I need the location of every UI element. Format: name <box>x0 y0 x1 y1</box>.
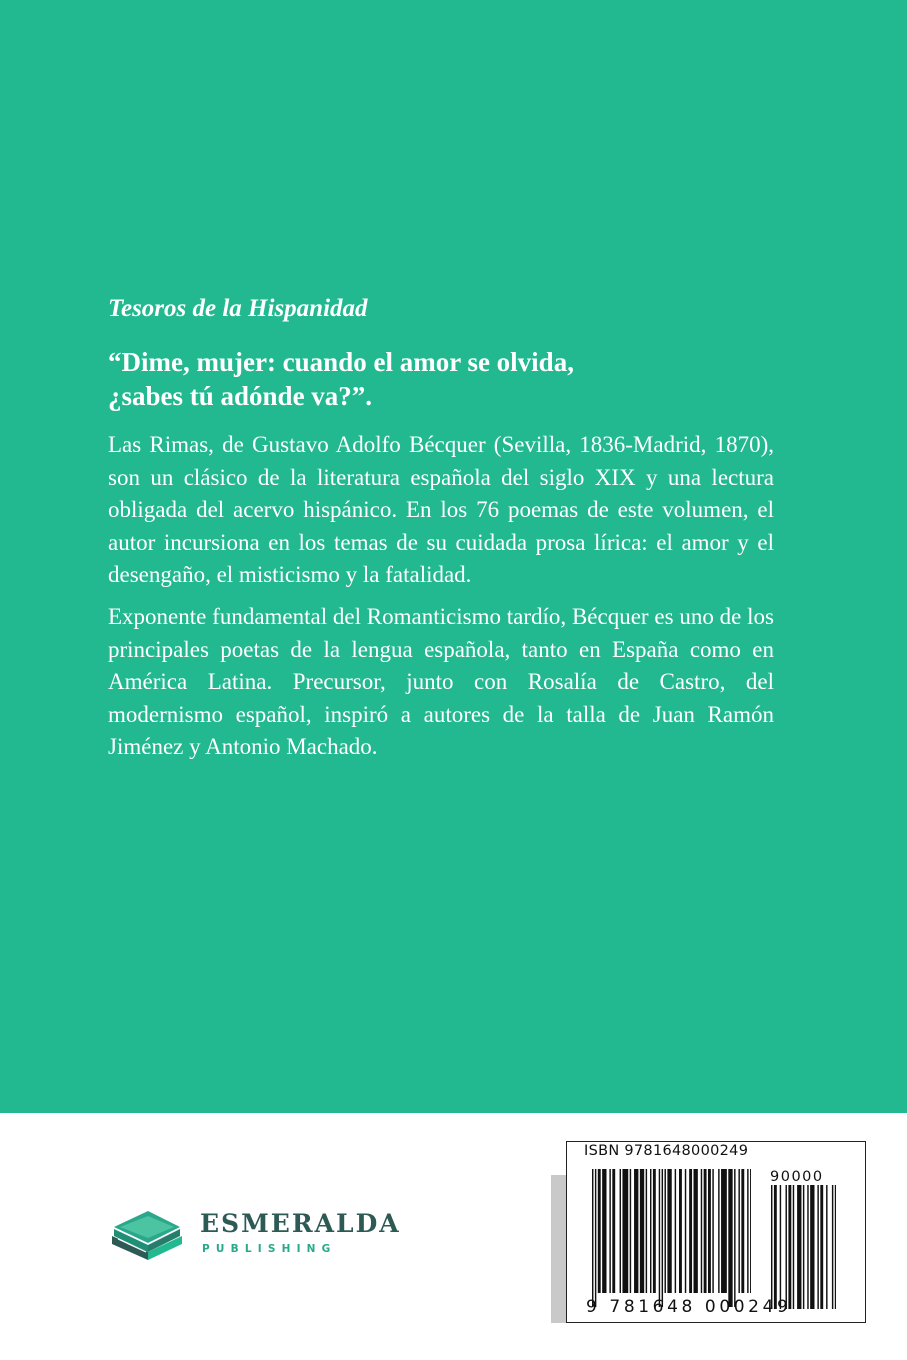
stacked-books-icon <box>108 1205 188 1265</box>
publisher-logo <box>108 1205 408 1275</box>
barcode-bar <box>598 1169 601 1293</box>
barcode-bar <box>694 1169 698 1293</box>
synopsis-paragraph: Las Rimas, de Gustavo Adolfo Bécquer (Sevilla, 1836-Madrid, 1870), son un clásico de la literatura española del siglo XIX y una lectura obligada del acervo hispánico. En los 76 poemas de este volumen, el autor incursiona en los temas de su cuidada prosa lírica: el amor y el desengaño, el misticismo y la fatalidad. <box>108 432 774 587</box>
barcode-bar <box>650 1169 651 1293</box>
author-paragraph: Exponente fundamental del Romanticismo tardío, Bécquer es uno de los principales poetas de la lengua española, tanto en España como en América Latina. Precursor, junto con Rosalía de Castro, del modernismo español, inspiró a autores de la talla de Juan Ramón Jiménez y Antonio Machado. <box>108 604 774 759</box>
barcode-digits: 9 781648 000249 <box>586 1297 792 1317</box>
barcode-bar <box>667 1169 671 1293</box>
barcode-bar <box>701 1169 702 1293</box>
barcode-bar <box>832 1185 833 1309</box>
barcode-shadow <box>551 1175 567 1323</box>
barcode-bar <box>786 1185 787 1309</box>
barcode-bar <box>634 1169 638 1293</box>
barcode-bar <box>750 1169 751 1293</box>
barcode-bar <box>835 1185 836 1309</box>
barcode-bar <box>679 1169 682 1293</box>
pull-quote <box>108 345 798 413</box>
barcode-bar <box>640 1169 644 1293</box>
barcode-bar <box>728 1169 732 1307</box>
barcode-bar <box>820 1185 823 1309</box>
barcode-bar <box>646 1169 647 1293</box>
publisher-subtitle: PUBLISHING <box>202 1243 337 1255</box>
barcode-bar <box>685 1169 686 1293</box>
barcode-bar <box>721 1169 727 1293</box>
barcode-bar <box>675 1169 676 1293</box>
pull-quote-line: ¿sabes tú adónde va?”. <box>108 381 373 411</box>
price-code: 90000 <box>770 1169 824 1185</box>
barcode-bar <box>689 1169 692 1293</box>
barcode-bar <box>708 1169 711 1293</box>
barcode-bar <box>718 1169 719 1293</box>
barcode-bar <box>602 1169 606 1293</box>
barcode-bar <box>609 1169 610 1293</box>
barcode-bar <box>793 1185 794 1309</box>
barcode-bar <box>665 1169 666 1293</box>
barcode-bar <box>738 1169 739 1293</box>
pull-quote-line: “Dime, mujer: cuando el amor se olvida, <box>108 347 574 377</box>
barcode-bar <box>788 1185 791 1309</box>
barcode-bar <box>771 1185 772 1309</box>
price-barcode <box>770 1185 836 1311</box>
isbn-text: ISBN 9781648000249 <box>584 1143 749 1159</box>
publisher-name: ESMERALDA <box>200 1209 401 1238</box>
barcode-bar <box>659 1169 660 1307</box>
barcode-bar <box>612 1169 615 1293</box>
barcode-bar <box>807 1185 808 1309</box>
barcode-bar <box>797 1185 801 1309</box>
barcode-bar <box>704 1169 707 1293</box>
isbn-barcode <box>591 1169 751 1311</box>
barcode-bar <box>780 1185 781 1309</box>
series-title: Tesoros de la Hispanidad <box>108 295 368 322</box>
barcode-bar <box>620 1169 621 1293</box>
barcode-bar <box>803 1185 804 1309</box>
barcode-bar <box>622 1169 628 1293</box>
barcode-bar <box>810 1185 814 1309</box>
barcode-bar <box>653 1169 656 1293</box>
barcode-bar <box>741 1169 744 1293</box>
barcode-bar <box>734 1169 735 1307</box>
barcode-bar <box>747 1169 748 1293</box>
barcode-bar <box>712 1169 713 1293</box>
barcode-bar <box>774 1185 777 1309</box>
barcode-label <box>566 1141 866 1323</box>
barcode-bar <box>630 1169 631 1293</box>
barcode-bar <box>592 1169 593 1307</box>
barcode-bar <box>817 1185 818 1309</box>
barcode-bar <box>595 1169 596 1307</box>
barcode-bar <box>662 1169 663 1307</box>
barcode-bar <box>826 1185 827 1309</box>
